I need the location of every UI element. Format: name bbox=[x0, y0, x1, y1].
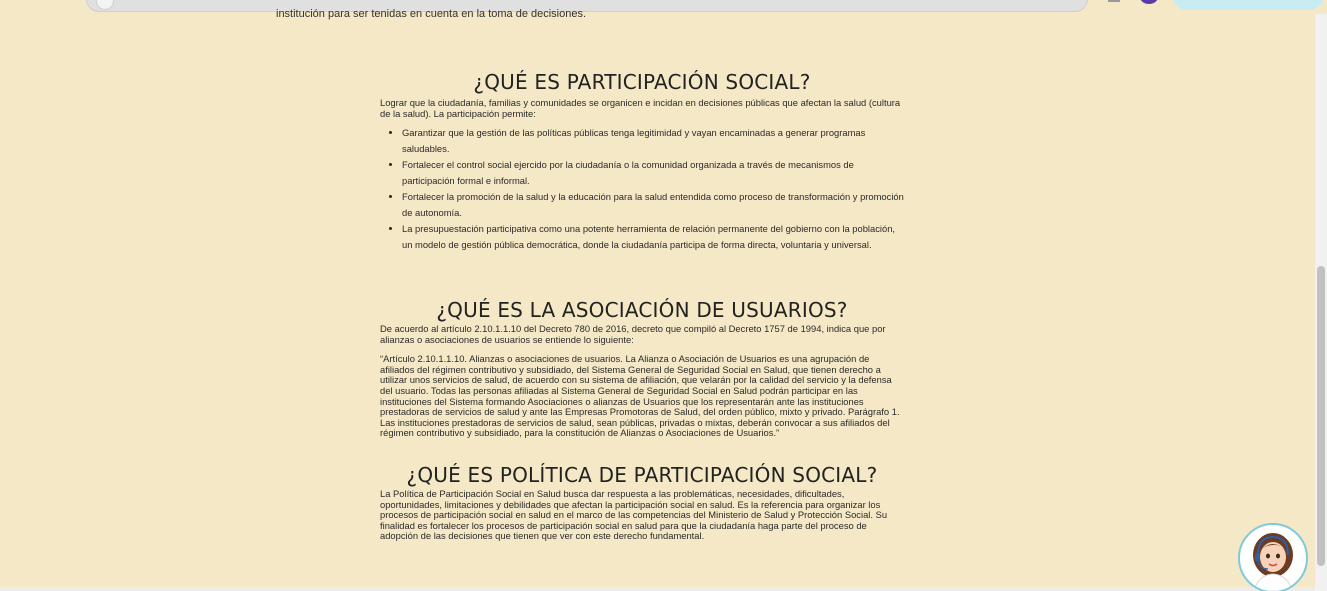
section-asociacion-usuarios bbox=[380, 298, 904, 439]
section-participacion-social bbox=[380, 70, 904, 253]
decree-quote: “Artículo 2.10.1.1.10. Alianzas o asociaciones de usuarios. La Alianza o Asociación de Usuarios es una agrupación de afiliados del régimen contributivo y subsidiado, del Sistema General de Seguridad Social en Salud, que tienen derecho a utilizar unos servicios de salud, de acuerdo con su sistema de afiliación, que velarán por la calidad del servicio y la defensa del usuario. Todas las personas afiliadas al Sistema General de Seguridad Social en Salud podrán participar en las instituciones del Sistema formando Asociaciones o alianzas de Usuarios que los representarán ante las instituciones prestadoras de servicios de salud y ante las Empresas Promotoras de Salud, del orden público, mixto y privado. Parágrafo 1. Las instituciones prestadoras de servicios de salud, sean públicas, privadas o mixtas, deberán convocar a sus afiliados del régimen contributivo y subsidiado, para la constitución de Alianzas o Asociaciones de Usuarios.” bbox=[380, 353, 900, 439]
list-item: • Garantizar que la gestión de las políticas públicas tenga legitimidad y vayan encaminadas a generar programas saludables. bbox=[402, 125, 904, 157]
section-body: La Política de Participación Social en Salud busca dar respuesta a las problemáticas, necesidades, dificultades, oportunidades, limitaciones y debilidades que afectan la participación social en salud. Es la referencia para organizar los procesos de participación social en salud en el marco de las competencias del Ministerio de Salud y Protección Social. Su finalidad es fortalecer los procesos de participación social en salud para que la ciudadanía haga parte del proceso de adopción de las decisiones que tienen que ver con este derecho fundamental. bbox=[380, 488, 888, 542]
list-item: • Fortalecer la promoción de la salud y la educación para la salud entendida como proceso de transformación y promoción de autonomía. bbox=[402, 189, 904, 221]
section-intro: De acuerdo al artículo 2.10.1.1.10 del Decreto 780 de 2016, decreto que compiló al Decreto 1757 de 1994, indica que por alianzas o asociaciones de usuarios se entiende lo siguiente: bbox=[380, 323, 886, 345]
list-item: • Fortalecer el control social ejercido por la ciudadanía o la comunidad organizada a través de mecanismos de participación formal e informal. bbox=[402, 157, 904, 189]
section-title: ¿QUÉ ES POLÍTICA DE PARTICIPACIÓN SOCIAL? bbox=[406, 463, 878, 487]
section-title: ¿QUÉ ES PARTICIPACIÓN SOCIAL? bbox=[473, 70, 811, 94]
assistant-avatar-icon bbox=[1240, 525, 1306, 591]
chat-widget-button[interactable] bbox=[1238, 523, 1308, 591]
list-item: • La presupuestación participativa como una potente herramienta de relación permanente del gobierno con la población, un modelo de gestión pública democrática, donde la ciudadanía participa de forma directa, voluntaria y universal. bbox=[402, 221, 904, 253]
minimize-icon[interactable] bbox=[1108, 0, 1120, 2]
address-bar[interactable] bbox=[86, 0, 1088, 12]
benefits-list bbox=[380, 125, 904, 253]
previous-section-text: institución para ser tenidas en cuenta en la toma de decisiones. bbox=[276, 8, 587, 20]
scrollbar-thumb[interactable] bbox=[1317, 266, 1325, 566]
section-intro: Lograr que la ciudadanía, familias y comunidades se organicen e incidan en decisiones públicas que afectan la salud (cultura de la salud). La participación permite: bbox=[380, 97, 901, 119]
section-title: ¿QUÉ ES LA ASOCIACIÓN DE USUARIOS? bbox=[436, 298, 848, 322]
header-action-button[interactable] bbox=[1172, 0, 1324, 10]
section-politica-participacion bbox=[380, 463, 904, 542]
bottom-edge bbox=[0, 587, 1315, 591]
